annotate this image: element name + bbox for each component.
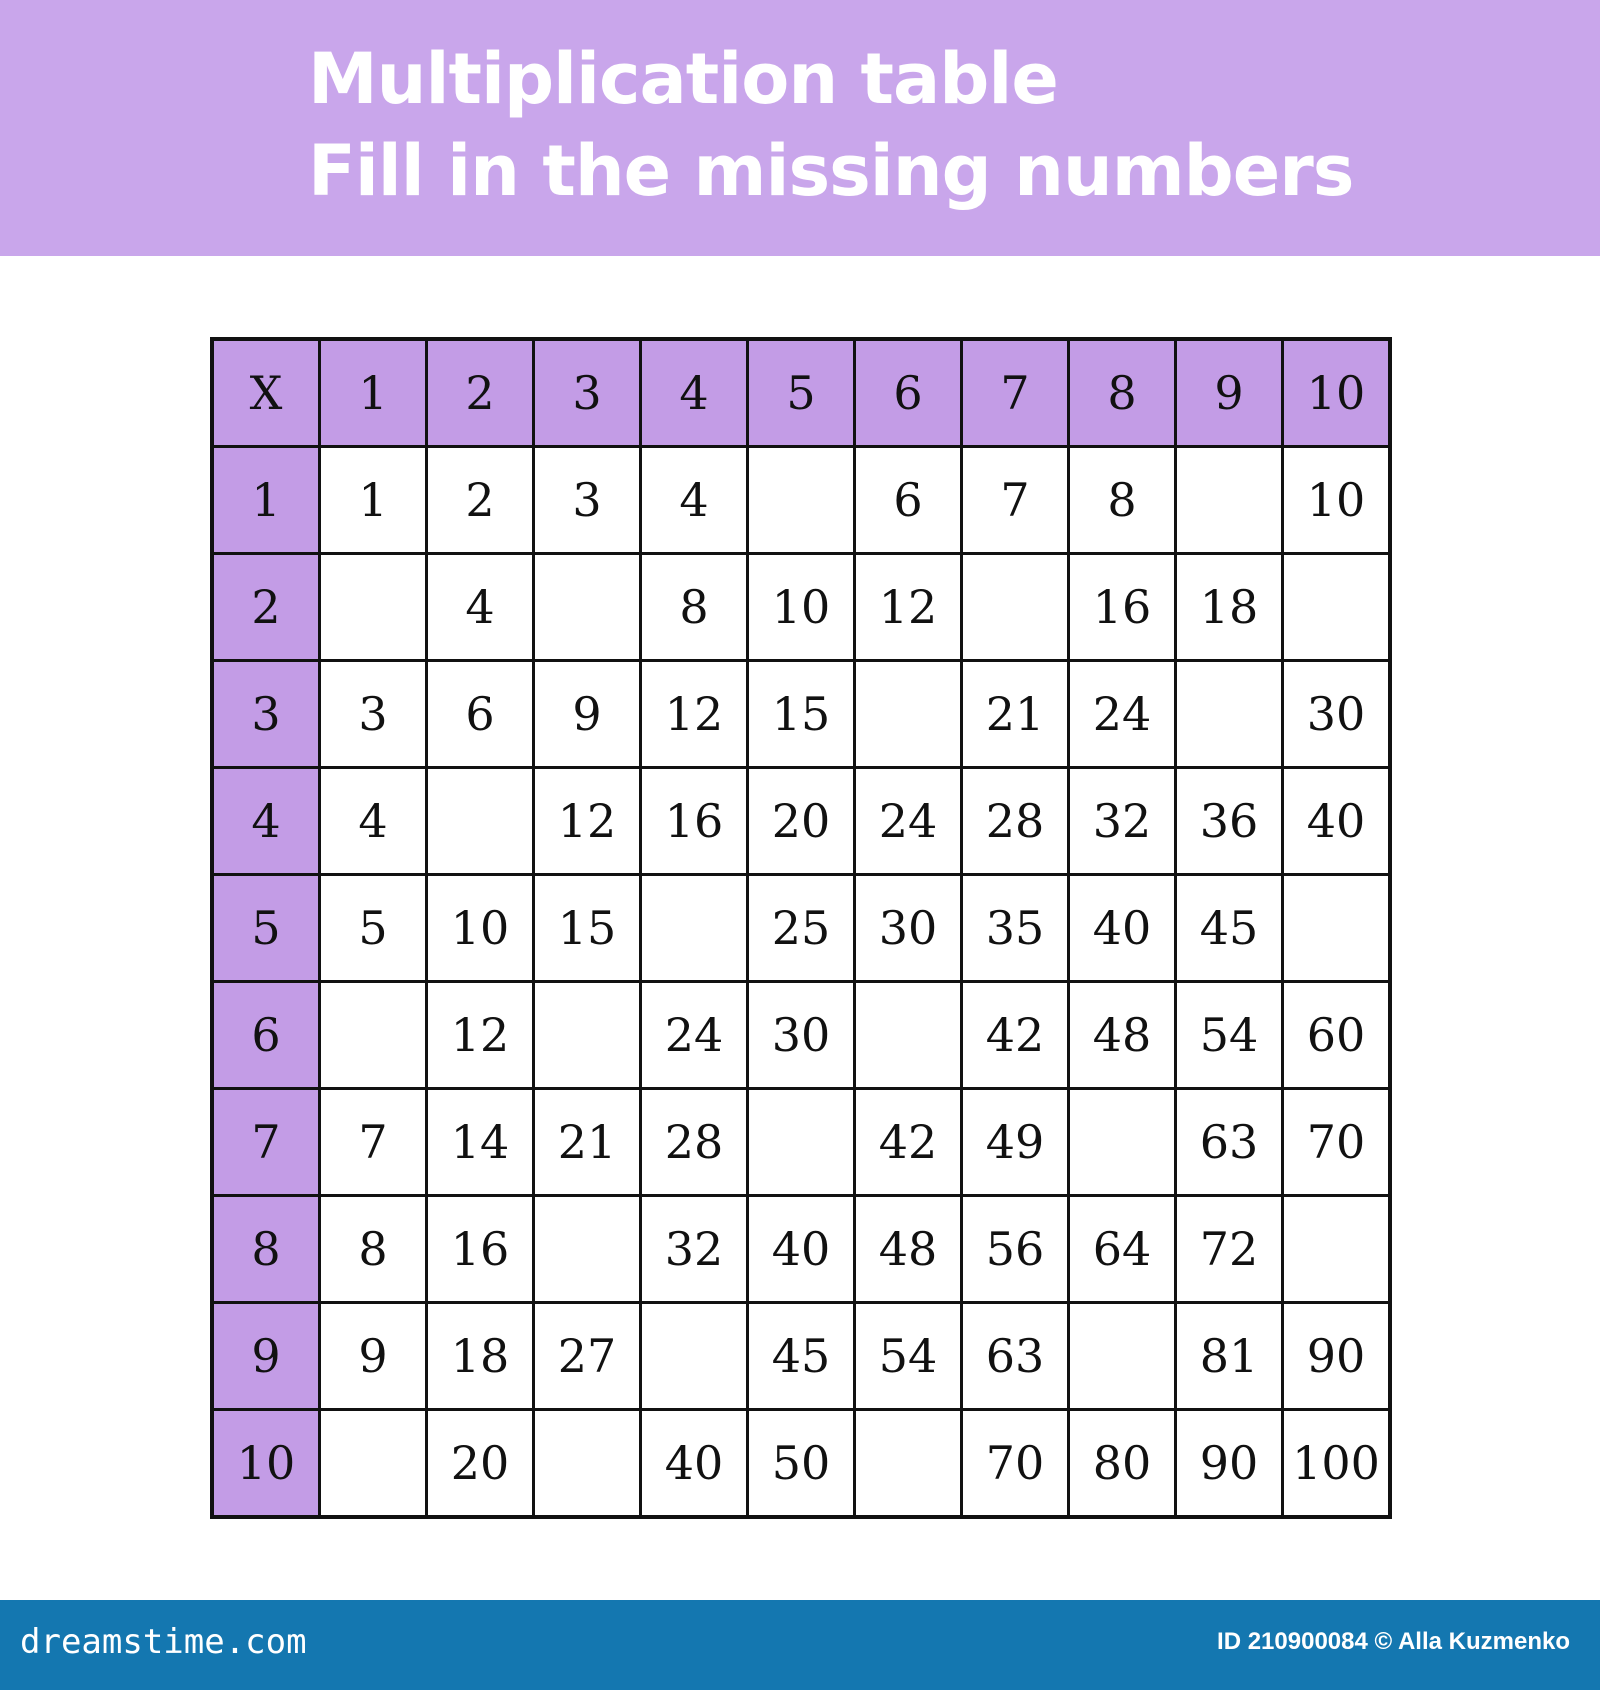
blank-cell[interactable] xyxy=(534,982,641,1089)
product-cell: 63 xyxy=(962,1303,1069,1410)
blank-cell[interactable] xyxy=(427,768,534,875)
product-cell: 6 xyxy=(427,661,534,768)
product-cell: 9 xyxy=(320,1303,427,1410)
product-cell: 3 xyxy=(534,447,641,554)
column-header: 10 xyxy=(1283,339,1391,447)
product-cell: 12 xyxy=(641,661,748,768)
blank-cell[interactable] xyxy=(748,1089,855,1196)
product-cell: 16 xyxy=(641,768,748,875)
column-header: 1 xyxy=(320,339,427,447)
row-header: 6 xyxy=(212,982,320,1089)
product-cell: 30 xyxy=(855,875,962,982)
blank-cell[interactable] xyxy=(962,554,1069,661)
product-cell: 28 xyxy=(962,768,1069,875)
product-cell: 30 xyxy=(748,982,855,1089)
product-cell: 18 xyxy=(427,1303,534,1410)
page-title: Multiplication table xyxy=(308,38,1058,120)
blank-cell[interactable] xyxy=(748,447,855,554)
product-cell: 45 xyxy=(1176,875,1283,982)
product-cell: 40 xyxy=(1069,875,1176,982)
table-row xyxy=(212,1303,1390,1410)
product-cell: 10 xyxy=(748,554,855,661)
product-cell: 90 xyxy=(1283,1303,1391,1410)
row-header: 5 xyxy=(212,875,320,982)
corner-cell: X xyxy=(212,339,320,447)
product-cell: 4 xyxy=(320,768,427,875)
blank-cell[interactable] xyxy=(641,875,748,982)
row-header: 10 xyxy=(212,1410,320,1518)
blank-cell[interactable] xyxy=(855,1410,962,1518)
product-cell: 45 xyxy=(748,1303,855,1410)
product-cell: 3 xyxy=(320,661,427,768)
column-header: 5 xyxy=(748,339,855,447)
product-cell: 48 xyxy=(1069,982,1176,1089)
blank-cell[interactable] xyxy=(534,1196,641,1303)
column-header: 9 xyxy=(1176,339,1283,447)
row-header: 8 xyxy=(212,1196,320,1303)
product-cell: 70 xyxy=(1283,1089,1391,1196)
product-cell: 54 xyxy=(1176,982,1283,1089)
product-cell: 81 xyxy=(1176,1303,1283,1410)
product-cell: 12 xyxy=(855,554,962,661)
row-header: 1 xyxy=(212,447,320,554)
product-cell: 4 xyxy=(427,554,534,661)
table-row xyxy=(212,1410,1390,1518)
column-header: 4 xyxy=(641,339,748,447)
product-cell: 27 xyxy=(534,1303,641,1410)
product-cell: 7 xyxy=(962,447,1069,554)
product-cell: 16 xyxy=(1069,554,1176,661)
product-cell: 10 xyxy=(427,875,534,982)
row-header: 9 xyxy=(212,1303,320,1410)
blank-cell[interactable] xyxy=(1176,661,1283,768)
blank-cell[interactable] xyxy=(320,554,427,661)
table-row xyxy=(212,554,1390,661)
product-cell: 7 xyxy=(320,1089,427,1196)
product-cell: 10 xyxy=(1283,447,1391,554)
row-header: 3 xyxy=(212,661,320,768)
product-cell: 12 xyxy=(427,982,534,1089)
product-cell: 24 xyxy=(855,768,962,875)
multiplication-table xyxy=(210,337,1392,1519)
product-cell: 32 xyxy=(1069,768,1176,875)
blank-cell[interactable] xyxy=(1283,554,1391,661)
row-header: 7 xyxy=(212,1089,320,1196)
blank-cell[interactable] xyxy=(855,982,962,1089)
product-cell: 32 xyxy=(641,1196,748,1303)
image-credit: ID 210900084 © Alla Kuzmenko xyxy=(1217,1628,1570,1655)
product-cell: 25 xyxy=(748,875,855,982)
blank-cell[interactable] xyxy=(320,982,427,1089)
product-cell: 42 xyxy=(855,1089,962,1196)
product-cell: 8 xyxy=(1069,447,1176,554)
product-cell: 40 xyxy=(748,1196,855,1303)
product-cell: 2 xyxy=(427,447,534,554)
table-row xyxy=(212,1089,1390,1196)
product-cell: 1 xyxy=(320,447,427,554)
product-cell: 40 xyxy=(1283,768,1391,875)
product-cell: 18 xyxy=(1176,554,1283,661)
row-header: 2 xyxy=(212,554,320,661)
brand-logo: dreamstime.com xyxy=(20,1622,307,1662)
product-cell: 4 xyxy=(641,447,748,554)
table-row xyxy=(212,1196,1390,1303)
product-cell: 35 xyxy=(962,875,1069,982)
product-cell: 28 xyxy=(641,1089,748,1196)
product-cell: 60 xyxy=(1283,982,1391,1089)
blank-cell[interactable] xyxy=(534,1410,641,1518)
product-cell: 5 xyxy=(320,875,427,982)
product-cell: 30 xyxy=(1283,661,1391,768)
column-header: 6 xyxy=(855,339,962,447)
column-header: 3 xyxy=(534,339,641,447)
footer-bar xyxy=(0,1600,1600,1690)
product-cell: 12 xyxy=(534,768,641,875)
product-cell: 42 xyxy=(962,982,1069,1089)
row-header: 4 xyxy=(212,768,320,875)
product-cell: 49 xyxy=(962,1089,1069,1196)
product-cell: 16 xyxy=(427,1196,534,1303)
table-row xyxy=(212,447,1390,554)
product-cell: 20 xyxy=(748,768,855,875)
blank-cell[interactable] xyxy=(1283,1196,1391,1303)
product-cell: 48 xyxy=(855,1196,962,1303)
product-cell: 14 xyxy=(427,1089,534,1196)
table-row xyxy=(212,661,1390,768)
blank-cell[interactable] xyxy=(1069,1089,1176,1196)
page-subtitle: Fill in the missing numbers xyxy=(308,130,1354,212)
blank-cell[interactable] xyxy=(855,661,962,768)
product-cell: 9 xyxy=(534,661,641,768)
table-row xyxy=(212,875,1390,982)
product-cell: 100 xyxy=(1283,1410,1391,1518)
product-cell: 24 xyxy=(641,982,748,1089)
product-cell: 72 xyxy=(1176,1196,1283,1303)
product-cell: 6 xyxy=(855,447,962,554)
product-cell: 24 xyxy=(1069,661,1176,768)
blank-cell[interactable] xyxy=(641,1303,748,1410)
product-cell: 21 xyxy=(534,1089,641,1196)
product-cell: 15 xyxy=(748,661,855,768)
column-header: 7 xyxy=(962,339,1069,447)
blank-cell[interactable] xyxy=(1176,447,1283,554)
header-row xyxy=(212,339,1390,447)
product-cell: 8 xyxy=(641,554,748,661)
product-cell: 15 xyxy=(534,875,641,982)
column-header: 2 xyxy=(427,339,534,447)
product-cell: 21 xyxy=(962,661,1069,768)
title-banner xyxy=(0,0,1600,256)
blank-cell[interactable] xyxy=(534,554,641,661)
product-cell: 90 xyxy=(1176,1410,1283,1518)
blank-cell[interactable] xyxy=(320,1410,427,1518)
table-row xyxy=(212,768,1390,875)
product-cell: 40 xyxy=(641,1410,748,1518)
product-cell: 8 xyxy=(320,1196,427,1303)
blank-cell[interactable] xyxy=(1069,1303,1176,1410)
table-row xyxy=(212,982,1390,1089)
column-header: 8 xyxy=(1069,339,1176,447)
product-cell: 56 xyxy=(962,1196,1069,1303)
blank-cell[interactable] xyxy=(1283,875,1391,982)
product-cell: 20 xyxy=(427,1410,534,1518)
product-cell: 36 xyxy=(1176,768,1283,875)
product-cell: 54 xyxy=(855,1303,962,1410)
product-cell: 70 xyxy=(962,1410,1069,1518)
product-cell: 64 xyxy=(1069,1196,1176,1303)
product-cell: 80 xyxy=(1069,1410,1176,1518)
product-cell: 63 xyxy=(1176,1089,1283,1196)
product-cell: 50 xyxy=(748,1410,855,1518)
